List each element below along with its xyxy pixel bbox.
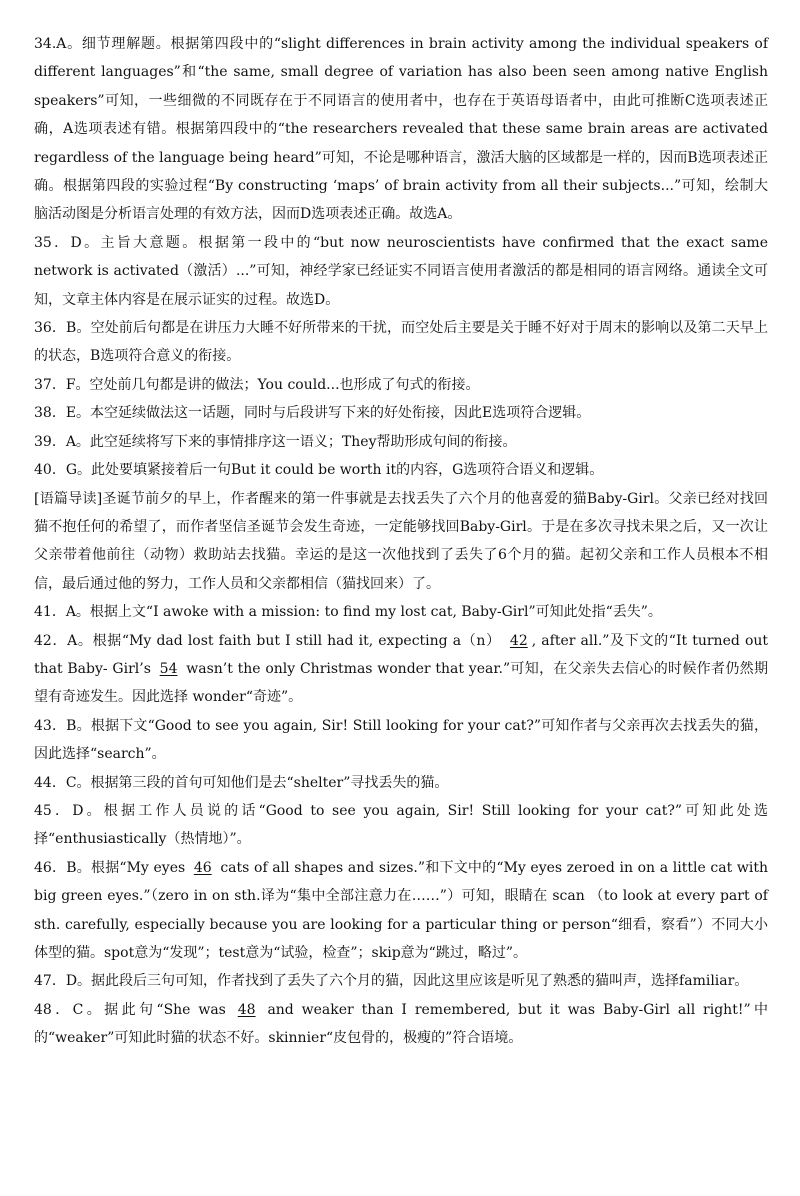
- explanation-43: 43．B。根据下文“Good to see you again, Sir! Still looking for your cat?”可知作者与父亲再次去找丢失的猫，因此选择“search”。: [34, 717, 768, 763]
- explanation-48-part-a: 48．C。据此句“She was: [34, 1001, 226, 1018]
- blank-48: 48: [237, 1001, 256, 1018]
- explanation-39: 39．A。此空延续将写下来的事情排序这一语义；They帮助形成句间的衔接。: [34, 433, 517, 450]
- explanation-41: 41．A。根据上文“I awoke with a mission: to find my lost cat, Baby-Girl”可知此处指“丢失”。: [34, 604, 662, 621]
- passage-guide: [语篇导读]圣诞节前夕的早上，作者醒来的第一件事就是去找丢失了六个月的他喜爱的猫Baby-Girl。父亲已经对找回猫不抱任何的希望了，而作者坚信圣诞节会发生奇迹，一定能够找回Baby-Girl。于是在多次寻找未果之后，又一次让父亲带着他前往（动物）救助站去找猫。幸运的是这一次他找到了丢失了6个月的猫。起初父亲和工作人员根本不相信，最后通过他的努力，工作人员和父亲都相信（猫找回来）了。: [34, 490, 768, 592]
- blank-54: 54: [159, 660, 178, 677]
- explanation-44: 44．C。根据第三段的首句可知他们是去“shelter”寻找丢失的猫。: [34, 774, 449, 791]
- blank-42: 42: [509, 632, 528, 649]
- blank-46: 46: [193, 859, 212, 876]
- explanation-47: 47．D。据此段后三句可知，作者找到了丢失了六个月的猫，因此这里应该是听见了熟悉的猫叫声，选择familiar。: [34, 973, 749, 990]
- explanation-42: [34, 627, 768, 712]
- explanation-42-part-d: wasn’t the only Christmas wonder that year.”可知，在父亲失去信心的时候作者仍然期望有奇迹发生。因此选择 wonder“奇迹”。: [34, 660, 768, 706]
- explanation-46: [34, 854, 768, 968]
- explanation-46-part-a: 46．B。根据“My eyes: [34, 859, 186, 876]
- explanation-45: 45．D。根据工作人员说的话“Good to see you again, Sir! Still looking for your cat?”可知此处选择“enthusiastically（热情地）”。: [34, 802, 768, 848]
- explanation-42-part-c: , after all.”及下文的“It turned out that Baby- Girl’s: [34, 632, 769, 677]
- explanation-38: 38．E。本空延续做法这一话题，同时与后段讲写下来的好处衔接，因此E选项符合逻辑。: [34, 405, 591, 422]
- explanation-34: 34.A。细节理解题。根据第四段中的“slight differences in brain activity among the individual speakers of different languages”和“the same, small degree of variation has also been seen among native English speakers”可知，一些细微的不同既存在于不同语言的使用者中，也存在于英语母语者中，由此可推断C选项表述正确，A选项表述有错。根据第四段中的“the researchers revealed that these same brain areas are activated regardless of the language being heard”可知，不论是哪种语言，激活大脑的区域都是一样的，因而B选项表述正确。根据第四段的实验过程“By constructing ‘maps’ of brain activity from all their subjects...”可知，绘制大脑活动图是分析语言处理的有效方法，因而D选项表述正确。故选A。: [34, 36, 768, 223]
- explanation-37: 37．F。空处前几句都是讲的做法；You could...也形成了句式的衔接。: [34, 376, 480, 393]
- explanation-46-part-c: cats of all shapes and sizes.”和下文中的“My eyes zeroed in on a little cat with big green eyes.”（zero in on sth.译为“集中全部注意力在……”）可知，眼睛在 scan （to look at every part of sth. carefully, especially because you are looking for a particular thing or person“细看，察看”）不同大小体型的猫。spot意为“发现”；test意为“试验，检查”；skip意为“跳过，略过”。: [34, 859, 768, 961]
- explanation-40: 40．G。此处要填紧接着后一句But it could be worth it的内容，G选项符合语义和逻辑。: [34, 462, 604, 479]
- explanation-42-part-a: 42．A。根据“My dad lost faith but I still had it, expecting a（n）: [34, 632, 501, 649]
- explanation-35: 35．D。主旨大意题。根据第一段中的“but now neuroscientists have confirmed that the exact same network is activated（激活）...”可知，神经学家已经证实不同语言使用者激活的都是相同的语言网络。通读全文可知，文章主体内容是在展示证实的过程。故选D。: [34, 234, 768, 308]
- explanation-48: [34, 996, 768, 1053]
- explanation-48-part-c: and weaker than I remembered, but it was Baby-Girl all right!”中的“weaker”可知此时猫的状态不好。skinnier“皮包骨的，极瘦的”符合语境。: [34, 1001, 769, 1047]
- explanation-36: 36．B。空处前后句都是在讲压力大睡不好所带来的干扰，而空处后主要是关于睡不好对于周末的影响以及第二天早上的状态，B选项符合意义的衔接。: [34, 320, 768, 365]
